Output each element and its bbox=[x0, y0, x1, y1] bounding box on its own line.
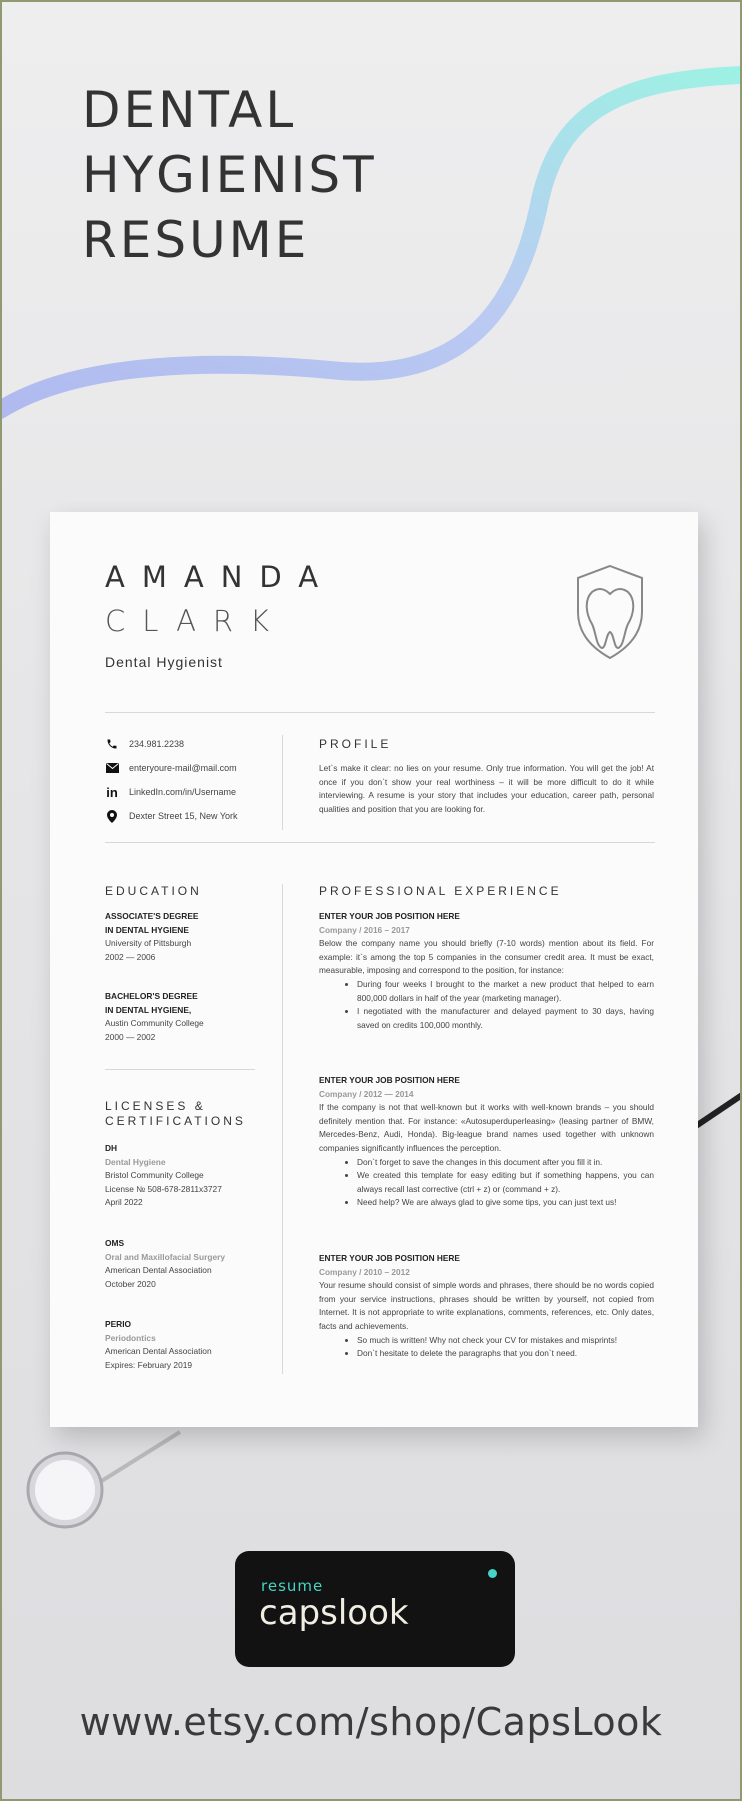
degree-line: ASSOCIATE'S DEGREE bbox=[105, 911, 199, 921]
licenses-heading-line: LICENSES & bbox=[105, 1099, 206, 1113]
first-name: AMANDA bbox=[105, 560, 336, 594]
linkedin-icon: in bbox=[106, 784, 118, 800]
license-code: PERIO bbox=[105, 1319, 132, 1329]
job-bullet: • Don`t forget to save the changes in this document after you fill it in. bbox=[357, 1156, 654, 1170]
job-role: Dental Hygienist bbox=[105, 654, 223, 670]
divider bbox=[105, 1069, 255, 1070]
job-bullets bbox=[319, 978, 654, 1032]
school-name: Austin Community College bbox=[105, 1018, 204, 1029]
job-bullet: • Don`t hesitate to delete the paragraphs that you don`t need. bbox=[357, 1347, 654, 1361]
license-detail: Bristol Community College bbox=[105, 1170, 204, 1181]
hero-title-line: RESUME bbox=[82, 211, 310, 269]
phone-icon bbox=[105, 737, 119, 751]
job-description: If the company is not that well-known but it works with well-known brands – you should definitely mention that. For instance: «Autosuperduperleasing» (leasing partner of BMW, Mercedes-Benz, Audi, Honda). Big-league brand names used together with unknown companies significantly influences the perception. bbox=[319, 1102, 654, 1153]
job-entry bbox=[319, 910, 654, 1032]
license-detail: American Dental Association bbox=[105, 1346, 212, 1357]
brand-big-text: capslook bbox=[259, 1593, 409, 1633]
degree-line: BACHELOR'S DEGREE bbox=[105, 991, 198, 1001]
license-detail: April 2022 bbox=[105, 1197, 143, 1208]
hero-title-line: DENTAL bbox=[82, 81, 297, 139]
profile-heading: PROFILE bbox=[319, 737, 392, 751]
study-years: 2002 — 2006 bbox=[105, 951, 156, 962]
linkedin-text: LinkedIn.com/in/Username bbox=[129, 787, 237, 797]
job-title: ENTER YOUR JOB POSITION HERE bbox=[319, 1253, 460, 1263]
job-bullets bbox=[319, 1334, 654, 1361]
degree-line: IN DENTAL HYGIENE, bbox=[105, 1004, 192, 1015]
job-company: Company / 2016 – 2017 bbox=[319, 924, 410, 935]
job-bullet: • We created this template for easy editing but if something happens, you can always recall last corrective (ctrl + z) or (command + z). bbox=[357, 1169, 654, 1196]
job-entry bbox=[319, 1252, 654, 1361]
contact-address bbox=[105, 804, 265, 828]
study-years: 2000 — 2002 bbox=[105, 1031, 156, 1042]
tooth-shield-icon bbox=[570, 562, 650, 662]
license-code: DH bbox=[105, 1143, 118, 1153]
education-item bbox=[105, 990, 204, 1044]
license-detail: Expires: February 2019 bbox=[105, 1359, 193, 1370]
job-bullet: • So much is written! Why not check your CV for mistakes and misprints! bbox=[357, 1334, 654, 1348]
divider bbox=[282, 735, 283, 830]
divider bbox=[282, 884, 283, 1374]
contact-email bbox=[105, 756, 265, 780]
email-icon bbox=[105, 761, 119, 775]
license-detail: American Dental Association bbox=[105, 1265, 212, 1276]
job-company: Company / 2010 – 2012 bbox=[319, 1266, 410, 1277]
divider bbox=[105, 842, 655, 843]
contact-phone bbox=[105, 732, 265, 756]
school-name: University of Pittsburgh bbox=[105, 938, 192, 949]
license-code: OMS bbox=[105, 1238, 125, 1248]
job-description: Your resume should consist of simple words and phrases, there should be no words copied from your service instructions, phrases should be written by yourself, not copied from Internet. It is not appropriate to write explanations, comments, references, etc. Only dates, facts and achievements. bbox=[319, 1280, 654, 1331]
education-item bbox=[105, 910, 199, 964]
job-bullet: • During four weeks I brought to the market a new product that helped to earn 800,000 dollars in half of the year (marketing manager). bbox=[357, 978, 654, 1005]
brand-logo bbox=[235, 1551, 515, 1667]
licenses-heading-line: CERTIFICATIONS bbox=[105, 1114, 246, 1128]
divider bbox=[105, 712, 655, 713]
license-detail: October 2020 bbox=[105, 1278, 156, 1289]
job-bullet: • I negotiated with the manufacturer and delayed payment to 30 days, having saved on credits 100,000 monthly. bbox=[357, 1005, 654, 1032]
experience-heading: PROFESSIONAL EXPERIENCE bbox=[319, 884, 562, 898]
license-item bbox=[105, 1237, 225, 1291]
degree-line: IN DENTAL HYGIENE bbox=[105, 924, 189, 935]
last-name: CLARK bbox=[105, 604, 287, 638]
job-description: Below the company name you should briefly (7-10 words) mention about its field. For example: it`s among the top 5 companies in the consumer credit area. It must be exact, measurable, imposing and correspond to the position, for instance: bbox=[319, 938, 654, 976]
job-bullet: • Need help? We are always glad to give some tips, you can just text us! bbox=[357, 1196, 654, 1210]
resume-paper bbox=[50, 512, 698, 1427]
job-entry bbox=[319, 1074, 654, 1210]
address-text: Dexter Street 15, New York bbox=[129, 811, 238, 821]
license-detail: License № 508-678-2811x3727 bbox=[105, 1183, 222, 1194]
shop-url: www.etsy.com/shop/CapsLook bbox=[79, 1700, 663, 1744]
brand-dot bbox=[488, 1569, 497, 1578]
job-title: ENTER YOUR JOB POSITION HERE bbox=[319, 1075, 460, 1085]
job-company: Company / 2012 — 2014 bbox=[319, 1088, 414, 1099]
license-item bbox=[105, 1142, 222, 1210]
licenses-heading bbox=[105, 1099, 246, 1129]
profile-text: Let`s make it clear: no lies on your resume. Only true information. You will get the job! At once if you don`t show your real worthiness – it will be more difficult to do it while interviewing. A resume is your story that includes your education, career path, personal qualities and position that you are looking for. bbox=[319, 763, 654, 814]
location-pin-icon bbox=[105, 809, 119, 823]
email-text: enteryoure-mail@mail.com bbox=[129, 763, 237, 773]
phone-text: 234.981.2238 bbox=[129, 739, 185, 749]
contact-linkedin bbox=[105, 780, 265, 804]
brand-small-text: resume bbox=[261, 1577, 324, 1595]
job-title: ENTER YOUR JOB POSITION HERE bbox=[319, 911, 460, 921]
education-heading: EDUCATION bbox=[105, 884, 202, 898]
hero-title-line: HYGIENIST bbox=[82, 146, 377, 204]
license-name: Periodontics bbox=[105, 1332, 156, 1343]
contact-list bbox=[105, 732, 265, 828]
job-bullets bbox=[319, 1156, 654, 1210]
license-name: Oral and Maxillofacial Surgery bbox=[105, 1251, 226, 1262]
license-item bbox=[105, 1318, 212, 1372]
license-name: Dental Hygiene bbox=[105, 1156, 166, 1167]
